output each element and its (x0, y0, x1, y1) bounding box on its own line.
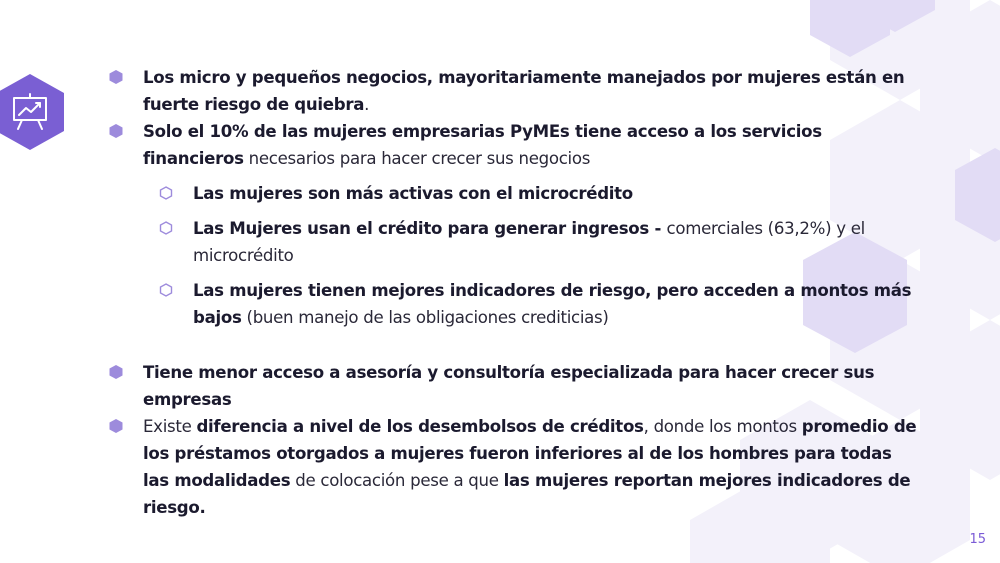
hexagon-bullet-icon (108, 418, 124, 434)
bullet-text-bold: diferencia a nivel de los desembolsos de créditos (196, 417, 644, 436)
hexagon-bullet-icon (108, 123, 124, 139)
bullet-text: . (364, 95, 370, 114)
hexagon-bullet-icon (108, 364, 124, 380)
sub-bullet-item (108, 215, 918, 269)
sub-bullet-text-bold: Las Mujeres usan el crédito para generar ingresos - (193, 219, 667, 238)
bullet-item (108, 64, 918, 118)
bullet-text-bold: promedio de los préstamos otorgados a mujeres fueron inferiores al de los hombres para todas las modalidades (143, 417, 917, 490)
bullet-text: de colocación pese a que (290, 471, 504, 490)
bullet-text-bold: las mujeres reportan mejores indicadores de riesgo. (143, 471, 911, 517)
bullet-list (108, 64, 918, 521)
sub-bullet-text: (buen manejo de las obligaciones crediticias) (241, 308, 609, 327)
hexagon-outline-bullet-icon (158, 282, 174, 298)
sub-bullet-text-bold: Las mujeres tienen mejores indicadores de riesgo, pero acceden a montos más bajos (193, 281, 912, 327)
bullet-text-bold: Los micro y pequeños negocios, mayoritariamente manejados por mujeres están en fuerte riesgo de quiebra (143, 68, 905, 114)
sub-bullet-text: comerciales (63,2%) y el microcrédito (193, 219, 865, 265)
bullet-item (108, 413, 918, 521)
hexagon-outline-bullet-icon (158, 185, 174, 201)
hexagon-outline-bullet-icon (158, 220, 174, 236)
presentation-chart-icon (0, 72, 66, 152)
bullet-text-bold: Solo el 10% de las mujeres empresarias PyMEs tiene acceso a los servicios financieros (143, 122, 822, 168)
sub-bullet-text-bold: Las mujeres son más activas con el microcrédito (193, 184, 633, 203)
bullet-text: , donde los montos (643, 417, 802, 436)
page-number: 15 (969, 532, 986, 547)
bullet-item (108, 359, 918, 413)
sub-bullet-item (108, 180, 918, 207)
bullet-text-bold: Tiene menor acceso a asesoría y consultoría especializada para hacer crecer sus empresas (143, 363, 875, 409)
hexagon-bullet-icon (108, 69, 124, 85)
bullet-text: Existe (143, 417, 197, 436)
bullet-item (108, 118, 918, 172)
sub-bullet-item (108, 277, 918, 331)
bullet-text: necesarios para hacer crecer sus negocios (243, 149, 591, 168)
